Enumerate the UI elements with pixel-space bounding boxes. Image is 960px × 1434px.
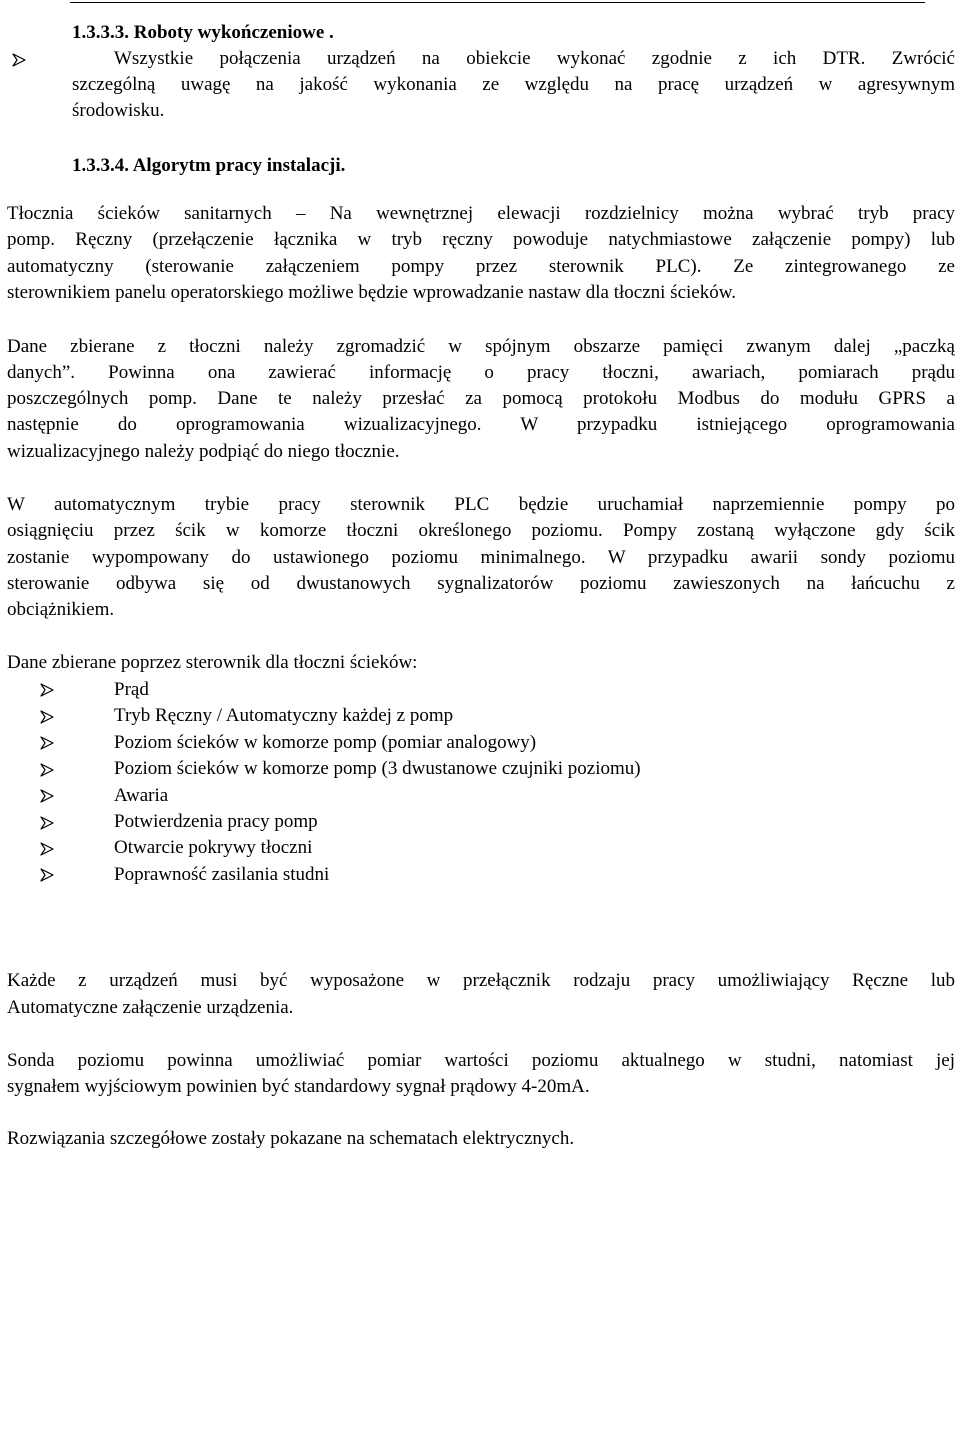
bullet-text-line: środowisku. <box>72 100 165 121</box>
paragraph-line: obciążnikiem. <box>7 599 115 620</box>
top-rule <box>70 2 925 3</box>
paragraph-line: pomp. Ręczny (przełączenie łącznika w tryb ręczny powoduje natychmiastowe załączenie pompy) lub <box>7 229 955 250</box>
paragraph-line: Każde z urządzeń musi być wyposażone w przełącznik rodzaju pracy umożliwiający Ręczne lub <box>7 970 955 991</box>
list-item: Poziom ścieków w komorze pomp (3 dwustanowe czujniki poziomu) <box>114 758 641 779</box>
paragraph-line: wizualizacyjnego należy podpiąć do niego tłocznie. <box>7 441 400 462</box>
section-heading-algorithm: 1.3.3.4. Algorytm pracy instalacji. <box>72 155 346 176</box>
paragraph-line: Sonda poziomu powinna umożliwiać pomiar wartości poziomu aktualnego w studni, natomiast jej <box>7 1050 955 1071</box>
paragraph-line: sygnałem wyjściowym powinien być standardowy sygnał prądowy 4-20mA. <box>7 1076 590 1097</box>
paragraph-line: Dane zbierane z tłoczni należy zgromadzić w spójnym obszarze pamięci zwanym dalej „paczką <box>7 336 955 357</box>
paragraph-line: danych”. Powinna ona zawierać informację o pracy tłoczni, awariach, pomiarach prądu <box>7 362 955 383</box>
paragraph-line: Tłocznia ścieków sanitarnych – Na wewnętrznej elewacji rozdzielnicy można wybrać tryb pracy <box>7 203 955 224</box>
paragraph-line: sterownikiem panelu operatorskiego możliwe będzie wprowadzanie nastaw dla tłoczni ścieków. <box>7 282 736 303</box>
bullet-arrow-icon <box>40 683 54 697</box>
paragraph-line: osiągnięciu przez ścik w komorze tłoczni określonego poziomu. Pompy zostaną wyłączone gdy ścik <box>7 520 955 541</box>
bullet-arrow-icon <box>40 816 54 830</box>
paragraph-line: zostanie wypompowany do ustawionego poziomu minimalnego. W przypadku awarii sondy poziomu <box>7 547 955 568</box>
list-item: Awaria <box>114 785 169 806</box>
list-item: Potwierdzenia pracy pomp <box>114 811 318 832</box>
bullet-arrow-icon <box>40 842 54 856</box>
bullet-arrow-icon <box>40 789 54 803</box>
paragraph-line: automatyczny (sterowanie załączeniem pompy przez sterownik PLC). Ze zintegrowanego ze <box>7 256 955 277</box>
bullet-text-line: Wszystkie połączenia urządzeń na obiekcie wykonać zgodnie z ich DTR. Zwrócić <box>114 48 955 69</box>
list-item: Poprawność zasilania studni <box>114 864 330 885</box>
bullet-arrow-icon <box>40 763 54 777</box>
list-item: Otwarcie pokrywy tłoczni <box>114 837 313 858</box>
paragraph-line: sterowanie odbywa się od dwustanowych sygnalizatorów poziomu zawieszonych na łańcuchu z <box>7 573 955 594</box>
list-item: Poziom ścieków w komorze pomp (pomiar analogowy) <box>114 732 537 753</box>
paragraph-line: W automatycznym trybie pracy sterownik PLC będzie uruchamiał naprzemiennie pompy po <box>7 494 955 515</box>
bullet-arrow-icon <box>12 53 26 67</box>
list-item: Prąd <box>114 679 149 700</box>
list-item: Tryb Ręczny / Automatyczny każdej z pomp <box>114 705 454 726</box>
paragraph-line: Rozwiązania szczegółowe zostały pokazane na schematach elektrycznych. <box>7 1128 575 1149</box>
section-heading-finishing: 1.3.3.3. Roboty wykończeniowe . <box>72 22 334 43</box>
data-list-intro: Dane zbierane poprzez sterownik dla tłoczni ścieków: <box>7 652 418 673</box>
bullet-arrow-icon <box>40 868 54 882</box>
paragraph-line: następnie do oprogramowania wizualizacyjnego. W przypadku istniejącego oprogramowania <box>7 414 955 435</box>
bullet-arrow-icon <box>40 736 54 750</box>
bullet-text-line: szczególną uwagę na jakość wykonania ze względu na pracę urządzeń w agresywnym <box>72 74 955 95</box>
paragraph-line: Automatyczne załączenie urządzenia. <box>7 997 294 1018</box>
bullet-arrow-icon <box>40 710 54 724</box>
paragraph-line: poszczególnych pomp. Dane te należy przesłać za pomocą protokołu Modbus do modułu GPRS a <box>7 388 955 409</box>
